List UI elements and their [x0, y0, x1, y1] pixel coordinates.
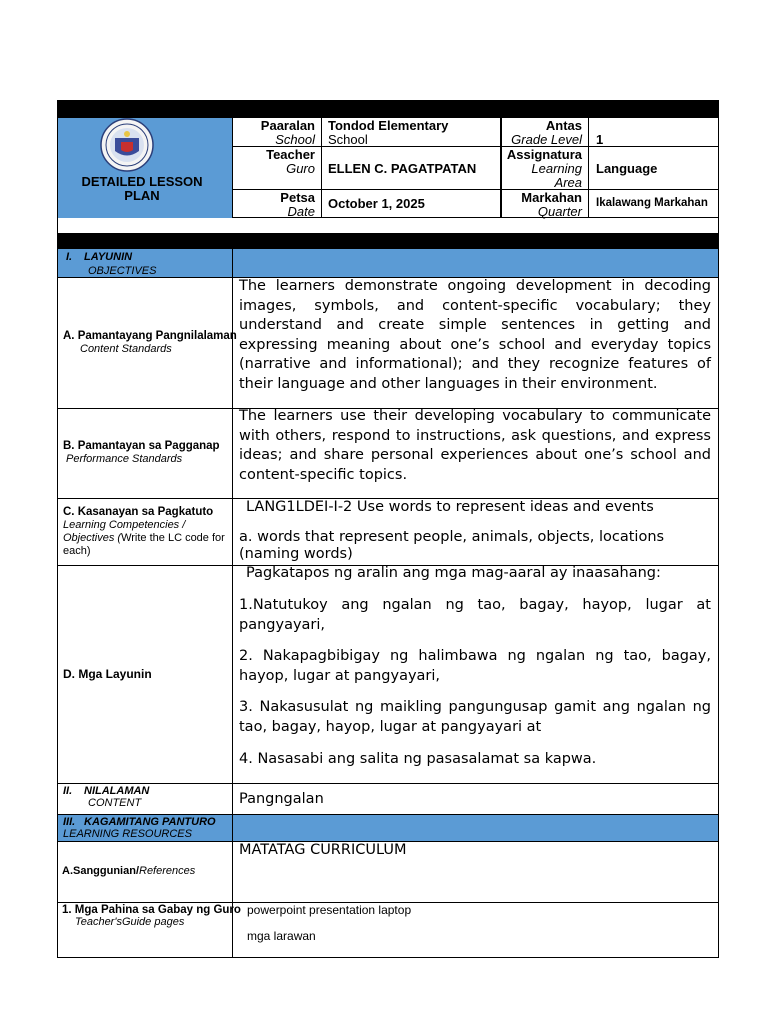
objectives-label: LAYUNIN — [84, 251, 133, 263]
performance-standards-sublabel: Performance Standards — [66, 453, 183, 465]
quarter-label: Markahan — [521, 190, 582, 205]
teachers-guide-value-1: powerpoint presentation laptop — [247, 903, 412, 917]
content-value: Pangngalan — [239, 791, 324, 807]
school-label: Paaralan — [260, 118, 315, 133]
teacher-value: ELLEN C. PAGATPATAN — [328, 161, 477, 176]
competency-detail-text: a. words that represent people, animals, objects, locations (naming words) — [239, 529, 665, 562]
content-number: II. — [63, 785, 73, 797]
resources-number: III. — [63, 816, 76, 828]
school-value-line2: School — [328, 132, 368, 147]
layunin-item-4: 4. Nasasabi ang salita ng pasasalamat sa kapwa. — [239, 751, 597, 767]
grade-label: Antas — [545, 118, 582, 133]
layunin-item-2: 2. Nakapagbibigay ng halimbawa ng ngalan ng tao, bagay, hayop, lugar at pangyayari, — [239, 648, 711, 684]
doc-title-line2: PLAN — [124, 188, 160, 203]
quarter-sublabel: Quarter — [537, 204, 582, 219]
objectives-sublabel: OBJECTIVES — [88, 265, 157, 277]
layunin-intro: Pagkatapos ng aralin ang mga mag-aaral ay inaasahang: — [246, 565, 661, 581]
layunin-label: D. Mga Layunin — [63, 667, 152, 681]
content-label: NILALAMAN — [84, 785, 150, 797]
subject-label: Assignatura — [506, 147, 582, 162]
competencies-sublabel-2b: Write the LC code for — [121, 532, 225, 544]
teachers-guide-value-2: mga larawan — [247, 929, 316, 943]
content-standards-text: The learners demonstrate ongoing development in decoding images, symbols, and content-specific vocabulary; they understand and create simple sentences in getting and expressing meaning about one’s school and everyday topics (narrative and informational); and they recognize features of their language and other languages in their environment. — [239, 278, 711, 392]
teachers-guide-label: 1. Mga Pahina sa Gabay ng Guro — [62, 904, 241, 916]
top-black-bar — [57, 100, 719, 118]
references-label-a: A. — [62, 865, 73, 877]
resources-sublabel: LEARNING RESOURCES — [63, 828, 192, 840]
references-label-c: References — [139, 865, 196, 877]
grade-value: 1 — [596, 132, 604, 147]
content-standards-label: A. Pamantayang Pangnilalaman — [63, 330, 237, 342]
competencies-sublabel-2a: Objectives ( — [63, 532, 122, 544]
layunin-item-1: 1.Natutukoy ang ngalan ng tao, bagay, hayop, lugar at pangyayari, — [239, 597, 711, 633]
quarter-value: Ikalawang Markahan — [596, 197, 708, 209]
deped-seal-logo — [100, 118, 154, 172]
content-standards-sublabel: Content Standards — [80, 343, 172, 355]
date-sublabel: Date — [287, 204, 315, 219]
objectives-header-row — [58, 249, 718, 277]
competencies-sublabel-3: each) — [63, 545, 91, 557]
subject-sublabel-2: Area — [554, 175, 582, 190]
school-value-line1: Tondod Elementary — [328, 118, 449, 133]
date-label: Petsa — [280, 190, 315, 205]
subject-value: Language — [596, 161, 658, 176]
content-sublabel: CONTENT — [88, 797, 142, 809]
date-value: October 1, 2025 — [328, 196, 425, 211]
competencies-label: C. Kasanayan sa Pagkatuto — [63, 506, 214, 518]
teachers-guide-sublabel: Teacher'sGuide pages — [75, 916, 185, 928]
competencies-sublabel-1: Learning Competencies / — [63, 519, 186, 531]
layunin-item-3: 3. Nakasusulat ng maikling pangungusap gamit ang ngalan ng tao, bagay, hayop, lugar at pangyayari at — [239, 699, 711, 735]
references-label-b: Sanggunian/ — [73, 865, 139, 877]
performance-standards-text: The learners use their developing vocabulary to communicate with others, respond to instructions, ask questions, and express ideas; and share personal experiences about one’s school and content-specific topics. — [239, 408, 711, 483]
objectives-number: I. — [66, 251, 73, 263]
subject-sublabel-1: Learning — [531, 161, 582, 176]
teacher-label: Teacher — [266, 147, 315, 162]
doc-title-line1: DETAILED LESSON — [81, 174, 203, 189]
school-sublabel: School — [275, 132, 315, 147]
references-label — [62, 865, 195, 877]
teacher-sublabel: Guro — [286, 161, 315, 176]
competency-code-text: LANG1LDEI-I-2 Use words to represent ideas and events — [246, 499, 654, 515]
section-black-bar — [57, 233, 719, 249]
performance-standards-label: B. Pamantayan sa Pagganap — [63, 440, 220, 452]
competencies-sublabel-2 — [63, 532, 225, 544]
resources-label: KAGAMITANG PANTURO — [84, 816, 216, 828]
grade-sublabel: Grade Level — [511, 132, 582, 147]
references-value: MATATAG CURRICULUM — [239, 842, 407, 858]
